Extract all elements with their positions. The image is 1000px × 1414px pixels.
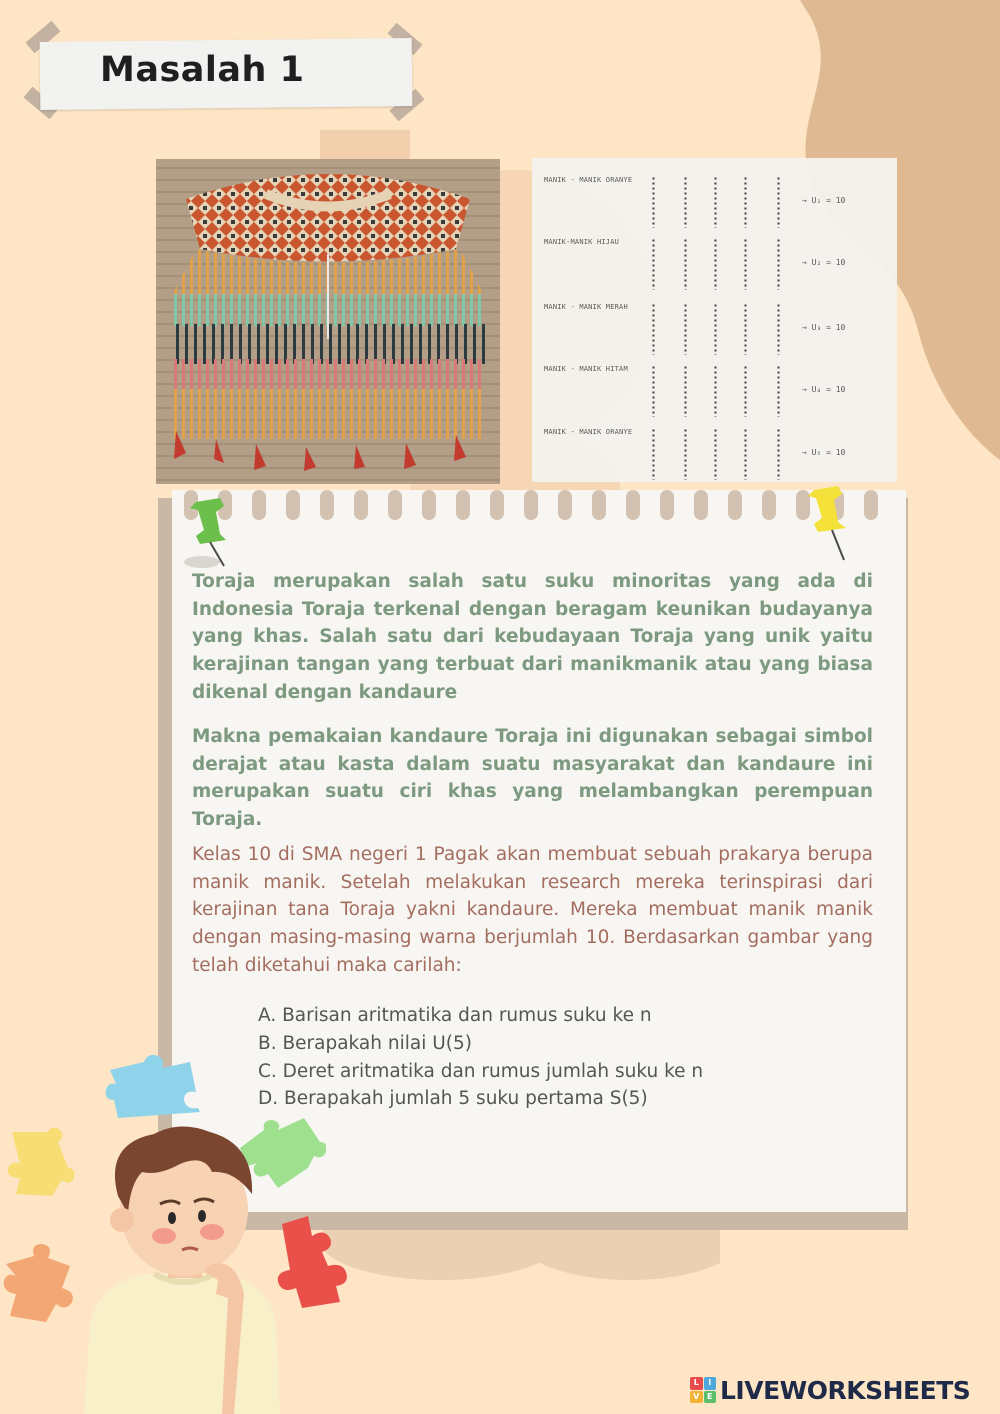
yellow-pushpin-icon [802,484,868,564]
bead-row-label: MANIK-MANIK HIJAU [544,238,620,246]
kandaure-photo [156,159,500,484]
question-item: D. Berapakah jumlah 5 suku pertama S(5) [258,1088,648,1110]
bead-row-result: → U₂ = 10 [802,258,846,267]
bead-row-result: → U₃ = 10 [802,323,846,332]
yellow-puzzle-piece-icon [2,1128,76,1198]
meaning-paragraph: Makna pemakaian kandaure Toraja ini digunakan sebagai simbol derajat atau kasta dalam suatu masyarakat dan kandaure ini merupakan suatu ciri khas yang melambangkan perempuan Toraja. [192,726,873,831]
question-item: C. Deret aritmatika dan rumus jumlah suku ke n [258,1060,704,1082]
bead-row [532,238,897,298]
problem-paragraph: Kelas 10 di SMA negeri 1 Pagak akan membuat sebuah prakarya berupa manik manik. Setelah melakukan research mereka terinspirasi dari kerajinan tana Toraja yakni kandaure. Mereka membuat manik manik dengan masing-masing warna berjumlah 10. Berdasarkan gambar yang telah diketahui maka carilah: [192,844,873,976]
bead-row-result: → U₅ = 10 [802,448,846,457]
orange-puzzle-piece-icon [0,1244,80,1322]
bead-row-label: MANIK - MANIK MERAH [544,303,628,311]
question-list [258,1002,703,1113]
green-pushpin-icon [180,494,244,570]
bead-row-result: → U₄ = 10 [802,385,846,394]
thinking-boy-illustration [84,1124,298,1414]
bead-row-label: MANIK - MANIK ORANYE [544,428,633,436]
question-item: B. Berapakah nilai U(5) [258,1032,472,1054]
bead-row-result: → U₁ = 10 [802,196,846,205]
liveworksheets-logo [690,1373,970,1407]
blue-puzzle-piece-icon [104,1052,200,1118]
binder-holes [172,486,906,526]
bead-row [532,176,897,236]
bead-row-label: MANIK - MANIK HITAM [544,365,628,373]
question-item: A. Barisan aritmatika dan rumus suku ke n [258,1005,652,1026]
logo-mark-icon: L I V E [690,1377,716,1403]
bead-row [532,303,897,363]
logo-text: LIVEWORKSHEETS [720,1375,971,1405]
intro-paragraph: Toraja merupakan salah satu suku minoritas yang ada di Indonesia Toraja terkenal dengan beragam keunikan budayanya yang khas. Salah satu dari kebudayaan Toraja yang unik yaitu kerajinan tangan yang terbuat dari manikmanik atau yang biasa dikenal dengan kandaure [192,571,873,703]
page-title: Masalah 1 [100,50,305,90]
bead-row-label: MANIK - MANIK ORANYE [544,176,633,184]
bead-row [532,428,897,488]
bead-count-sheet [532,158,897,482]
bead-row [532,365,897,425]
